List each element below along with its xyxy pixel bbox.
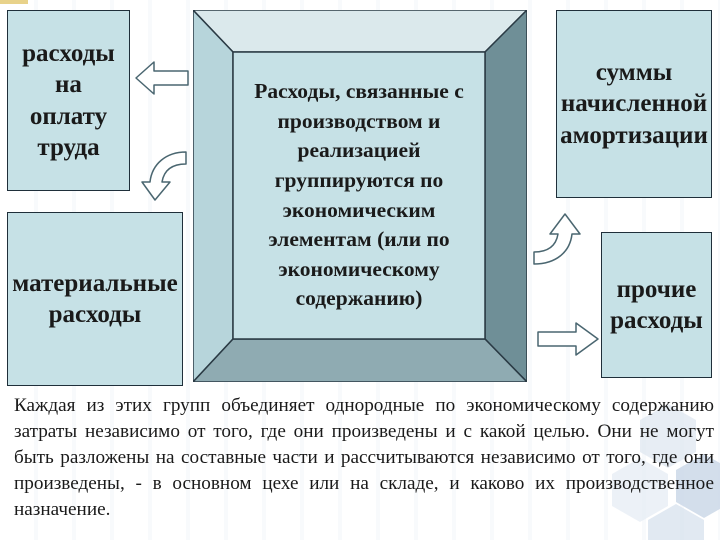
corner-accent (0, 0, 28, 4)
labor-line-1: расходы (22, 40, 115, 67)
depreciation-line-1: суммы (595, 59, 673, 87)
bevel-left (193, 10, 233, 382)
bevel-bottom (193, 339, 527, 382)
center-statement: Расходы, связанные с производством и реализацией группируются по экономическим элементам (или по экономическому содержанию) (254, 78, 464, 311)
other-costs-label (610, 274, 703, 337)
other-line-2: расходы (610, 307, 703, 334)
arrow-right-icon (536, 321, 600, 357)
curved-arrow-up-right-icon (532, 210, 582, 268)
curved-arrow-down-left-icon (140, 148, 190, 204)
labor-line-3: оплату (29, 102, 108, 130)
labor-line-2: на (55, 71, 82, 99)
bevel-right (485, 10, 527, 382)
material-costs-label (12, 268, 177, 331)
arrow-left-icon (134, 60, 190, 96)
depreciation-box (556, 10, 712, 198)
depreciation-label (560, 57, 708, 151)
labor-costs-label (22, 38, 115, 163)
explanation-paragraph: Каждая из этих групп объединяет однородные по экономическому содержанию затраты независимо от того, где они произведены и с какой целью. Они не могут быть разложены на составные части и рассчитываются независимо от того, где они произведены, - в основном цехе или на складе, и каково их производственное назначение. (14, 395, 714, 520)
other-costs-box (601, 232, 712, 378)
material-line-1: материальные (12, 269, 178, 297)
labor-costs-box (7, 10, 130, 191)
depreciation-line-3: амортизации (560, 121, 708, 149)
other-line-1: прочие (616, 275, 697, 303)
depreciation-line-2: начисленной (560, 90, 708, 118)
material-line-2: расходы (48, 301, 142, 328)
material-costs-box (7, 212, 183, 386)
bevel-top (193, 10, 527, 52)
labor-line-4: труда (37, 133, 100, 161)
